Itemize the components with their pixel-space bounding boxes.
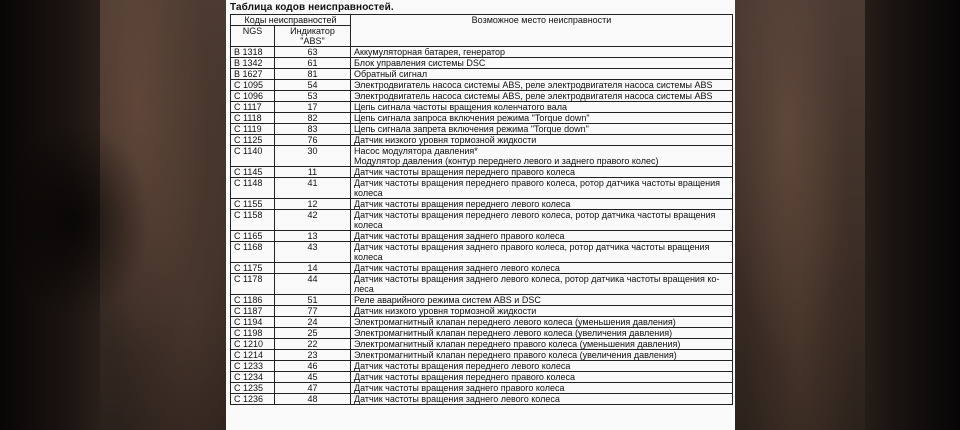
- document-page: [226, 0, 735, 430]
- description-cell: [351, 274, 733, 295]
- description-line: Датчик частоты вращения заднего правого колеса: [354, 383, 565, 393]
- description-line: Датчик низкого уровня тормозной жидкости: [354, 135, 537, 145]
- table-row: [231, 394, 733, 405]
- table-row: [231, 274, 733, 295]
- abs-indicator-cell: 24: [275, 317, 351, 328]
- abs-indicator-cell: 51: [275, 295, 351, 306]
- table-row: [231, 263, 733, 274]
- ngs-code-cell: C 1236: [231, 394, 275, 405]
- description-line: Блок управления системы DSC: [354, 58, 486, 68]
- abs-indicator-cell: 17: [275, 102, 351, 113]
- description-cell: [351, 124, 733, 135]
- description-line: Датчик частоты вращения заднего левого колеса, ротор датчика частоты вращения ко-: [354, 274, 720, 284]
- abs-indicator-cell: 22: [275, 339, 351, 350]
- description-cell: [351, 295, 733, 306]
- table-row: [231, 69, 733, 80]
- description-cell: [351, 135, 733, 146]
- description-cell: [351, 383, 733, 394]
- description-line-continued: Модулятор давления (контур переднего левого и заднего правого колес): [354, 156, 659, 166]
- table-body: [231, 47, 733, 405]
- description-line-continued: колеса: [354, 220, 383, 230]
- description-line: Датчик частоты вращения заднего правого колеса: [354, 231, 565, 241]
- description-cell: [351, 350, 733, 361]
- abs-indicator-cell: 30: [275, 146, 351, 167]
- abs-indicator-cell: 11: [275, 167, 351, 178]
- abs-indicator-cell: 23: [275, 350, 351, 361]
- table-row: [231, 80, 733, 91]
- description-line: Электромагнитный клапан переднего левого колеса (уменьшения давления): [354, 317, 676, 327]
- table-row: [231, 199, 733, 210]
- header-fault-codes: Коды неисправностей: [231, 15, 351, 26]
- abs-indicator-cell: 25: [275, 328, 351, 339]
- table-row: [231, 47, 733, 58]
- table-row: [231, 328, 733, 339]
- description-line: Реле аварийного режима систем ABS и DSC: [354, 295, 541, 305]
- background-left-photo: [0, 0, 226, 430]
- ngs-code-cell: B 1342: [231, 58, 275, 69]
- ngs-code-cell: C 1235: [231, 383, 275, 394]
- description-cell: [351, 199, 733, 210]
- ngs-code-cell: C 1234: [231, 372, 275, 383]
- description-line: Цепь сигнала частоты вращения коленчатого вала: [354, 102, 567, 112]
- description-line: Датчик частоты вращения заднего левого колеса: [354, 394, 560, 404]
- description-line-continued: леса: [354, 284, 374, 294]
- description-cell: [351, 167, 733, 178]
- description-cell: [351, 91, 733, 102]
- description-line: Электромагнитный клапан переднего правого колеса (увеличения давления): [354, 350, 677, 360]
- abs-indicator-cell: 46: [275, 361, 351, 372]
- abs-indicator-cell: 12: [275, 199, 351, 210]
- description-cell: [351, 210, 733, 231]
- table-row: [231, 91, 733, 102]
- ngs-code-cell: C 1178: [231, 274, 275, 295]
- abs-indicator-cell: 61: [275, 58, 351, 69]
- table-row: [231, 361, 733, 372]
- ngs-code-cell: C 1198: [231, 328, 275, 339]
- table-row: [231, 295, 733, 306]
- description-cell: [351, 58, 733, 69]
- ngs-code-cell: C 1210: [231, 339, 275, 350]
- description-cell: [351, 372, 733, 383]
- description-line: Обратный сигнал: [354, 69, 428, 79]
- ngs-code-cell: C 1158: [231, 210, 275, 231]
- ngs-code-cell: C 1140: [231, 146, 275, 167]
- abs-indicator-cell: 77: [275, 306, 351, 317]
- abs-indicator-cell: 43: [275, 242, 351, 263]
- description-cell: [351, 394, 733, 405]
- ngs-code-cell: C 1119: [231, 124, 275, 135]
- abs-indicator-cell: 81: [275, 69, 351, 80]
- abs-indicator-cell: 44: [275, 274, 351, 295]
- table-row: [231, 317, 733, 328]
- table-row: [231, 231, 733, 242]
- abs-indicator-cell: 14: [275, 263, 351, 274]
- ngs-code-cell: B 1627: [231, 69, 275, 80]
- description-line: Датчик частоты вращения переднего левого колеса: [354, 199, 571, 209]
- description-cell: [351, 317, 733, 328]
- ngs-code-cell: C 1148: [231, 178, 275, 199]
- abs-indicator-cell: 42: [275, 210, 351, 231]
- ngs-code-cell: C 1186: [231, 295, 275, 306]
- description-cell: [351, 102, 733, 113]
- table-row: [231, 146, 733, 167]
- ngs-code-cell: C 1233: [231, 361, 275, 372]
- ngs-code-cell: C 1096: [231, 91, 275, 102]
- description-line: Датчик частоты вращения переднего правого колеса, ротор датчика частоты вращения: [354, 178, 721, 188]
- description-line: Насос модулятора давления*: [354, 146, 478, 156]
- header-possible-location: Возможное место неисправности: [351, 15, 733, 47]
- ngs-code-cell: C 1187: [231, 306, 275, 317]
- description-line: Датчик частоты вращения заднего правого колеса, ротор датчика частоты вращения: [354, 242, 710, 252]
- description-line: Электромагнитный клапан переднего левого колеса (увеличения давления): [354, 328, 673, 338]
- description-line: Электромагнитный клапан переднего правого колеса (уменьшения давления): [354, 339, 681, 349]
- table-row: [231, 383, 733, 394]
- header-abs-indicator: Индикатор "ABS": [275, 26, 351, 47]
- description-cell: [351, 80, 733, 91]
- description-cell: [351, 69, 733, 80]
- abs-indicator-cell: 54: [275, 80, 351, 91]
- description-line: Датчик частоты вращения переднего левого колеса: [354, 361, 571, 371]
- description-line-continued: колеса: [354, 252, 383, 262]
- abs-indicator-cell: 83: [275, 124, 351, 135]
- description-line: Электродвигатель насоса системы ABS, реле электродвигателя насоса системы ABS: [354, 91, 713, 101]
- table-row: [231, 135, 733, 146]
- table-row: [231, 113, 733, 124]
- fault-codes-table: [230, 14, 733, 405]
- ngs-code-cell: C 1118: [231, 113, 275, 124]
- table-row: [231, 58, 733, 69]
- description-line: Электродвигатель насоса системы ABS, реле электродвигателя насоса системы ABS: [354, 80, 713, 90]
- document-title: Таблица кодов неисправностей.: [230, 2, 394, 13]
- ngs-code-cell: B 1318: [231, 47, 275, 58]
- abs-indicator-cell: 82: [275, 113, 351, 124]
- background-wall-right: [735, 0, 865, 430]
- ngs-code-cell: C 1145: [231, 167, 275, 178]
- ngs-code-cell: C 1168: [231, 242, 275, 263]
- table-header-row: [231, 15, 733, 26]
- table-row: [231, 167, 733, 178]
- description-line: Датчик низкого уровня тормозной жидкости: [354, 306, 537, 316]
- background-shadow: [0, 120, 150, 320]
- description-cell: [351, 178, 733, 199]
- description-cell: [351, 113, 733, 124]
- description-cell: [351, 231, 733, 242]
- ngs-code-cell: C 1095: [231, 80, 275, 91]
- header-ngs: NGS: [231, 26, 275, 47]
- table-row: [231, 178, 733, 199]
- description-cell: [351, 328, 733, 339]
- description-line-continued: колеса: [354, 188, 383, 198]
- description-cell: [351, 263, 733, 274]
- table-row: [231, 306, 733, 317]
- table-row: [231, 339, 733, 350]
- description-line: Цепь сигнала запрета включения режима "Torque down": [354, 124, 589, 134]
- description-line: Датчик частоты вращения переднего левого колеса, ротор датчика частоты вращения: [354, 210, 716, 220]
- abs-indicator-cell: 41: [275, 178, 351, 199]
- description-cell: [351, 306, 733, 317]
- table-row: [231, 210, 733, 231]
- ngs-code-cell: C 1165: [231, 231, 275, 242]
- ngs-code-cell: C 1175: [231, 263, 275, 274]
- description-line: Цепь сигнала запроса включения режима "Torque down": [354, 113, 590, 123]
- description-cell: [351, 242, 733, 263]
- abs-indicator-cell: 48: [275, 394, 351, 405]
- ngs-code-cell: C 1194: [231, 317, 275, 328]
- abs-indicator-cell: 45: [275, 372, 351, 383]
- abs-indicator-cell: 13: [275, 231, 351, 242]
- ngs-code-cell: C 1117: [231, 102, 275, 113]
- ngs-code-cell: C 1125: [231, 135, 275, 146]
- description-line: Датчик частоты вращения заднего левого колеса: [354, 263, 560, 273]
- description-line: Датчик частоты вращения переднего правого колеса: [354, 167, 576, 177]
- description-cell: [351, 47, 733, 58]
- description-line: Датчик частоты вращения переднего правого колеса: [354, 372, 576, 382]
- table-row: [231, 350, 733, 361]
- description-cell: [351, 361, 733, 372]
- description-cell: [351, 146, 733, 167]
- table-row: [231, 372, 733, 383]
- background-right-photo: [735, 0, 960, 430]
- description-cell: [351, 339, 733, 350]
- description-line: Аккумуляторная батарея, генератор: [354, 47, 506, 57]
- table-row: [231, 124, 733, 135]
- ngs-code-cell: C 1155: [231, 199, 275, 210]
- abs-indicator-cell: 63: [275, 47, 351, 58]
- abs-indicator-cell: 76: [275, 135, 351, 146]
- abs-indicator-cell: 47: [275, 383, 351, 394]
- table-row: [231, 102, 733, 113]
- abs-indicator-cell: 53: [275, 91, 351, 102]
- table-row: [231, 242, 733, 263]
- ngs-code-cell: C 1214: [231, 350, 275, 361]
